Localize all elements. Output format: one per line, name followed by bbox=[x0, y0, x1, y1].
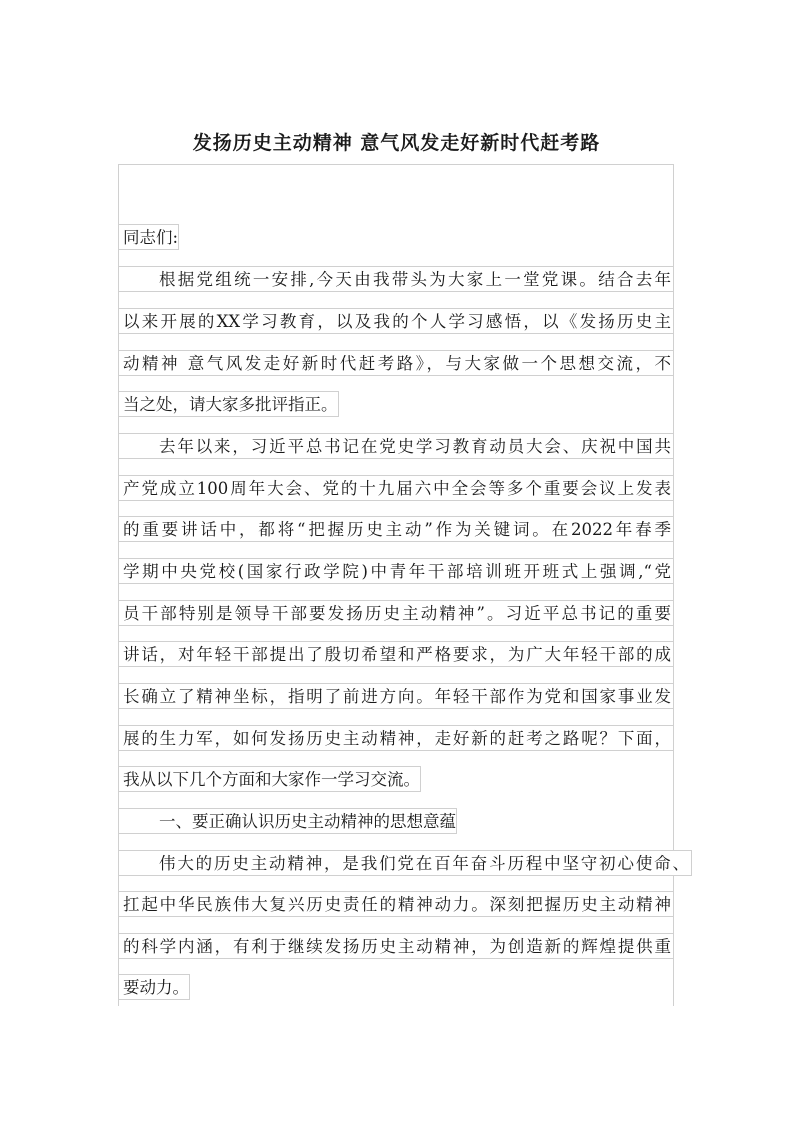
paragraph-line: 伟大的历史主动精神，是我们党在百年奋斗历程中坚守初心使命、 bbox=[118, 850, 692, 876]
paragraph-line: 我从以下几个方面和大家作一学习交流。 bbox=[118, 766, 421, 792]
paragraph-line: 当之处，请大家多批评指正。 bbox=[118, 391, 339, 417]
paragraph-line: 扛起中华民族伟大复兴历史责任的精神动力。深刻把握历史主动精神 bbox=[118, 891, 674, 917]
paragraph-line: 产党成立100周年大会、党的十九届六中全会等多个重要会议上发表 bbox=[118, 475, 674, 501]
paragraph-line: 以来开展的XX学习教育，以及我的个人学习感悟，以《发扬历史主 bbox=[118, 308, 674, 334]
paragraph-line: 员干部特别是领导干部要发扬历史主动精神”。习近平总书记的重要 bbox=[118, 600, 674, 626]
paragraph-line: 的科学内涵，有利于继续发扬历史主动精神，为创造新的辉煌提供重 bbox=[118, 933, 674, 959]
paragraph-line: 根据党组统一安排,今天由我带头为大家上一堂党课。结合去年 bbox=[118, 266, 674, 292]
paragraph-line: 学期中央党校(国家行政学院)中青年干部培训班开班式上强调,“党 bbox=[118, 558, 674, 584]
paragraph-line: 的重要讲话中，都将“把握历史主动”作为关键词。在2022年春季 bbox=[118, 516, 674, 542]
paragraph-line: 要动力。 bbox=[118, 974, 190, 1000]
paragraph-line: 长确立了精神坐标，指明了前进方向。年轻干部作为党和国家事业发 bbox=[118, 683, 674, 709]
greeting: 同志们: bbox=[118, 224, 179, 250]
paragraph-line: 去年以来，习近平总书记在党史学习教育动员大会、庆祝中国共 bbox=[118, 433, 674, 459]
paragraph-line: 动精神 意气风发走好新时代赶考路》，与大家做一个思想交流，不 bbox=[118, 350, 674, 376]
page-title: 发扬历史主动精神 意气风发走好新时代赶考路 bbox=[192, 132, 601, 154]
paragraph-line: 讲话，对年轻干部提出了殷切希望和严格要求，为广大年轻干部的成 bbox=[118, 641, 674, 667]
paragraph-line: 展的生力军，如何发扬历史主动精神，走好新的赶考之路呢？下面， bbox=[118, 725, 674, 751]
section-heading: 一、要正确认识历史主动精神的思想意蕴 bbox=[118, 808, 457, 834]
